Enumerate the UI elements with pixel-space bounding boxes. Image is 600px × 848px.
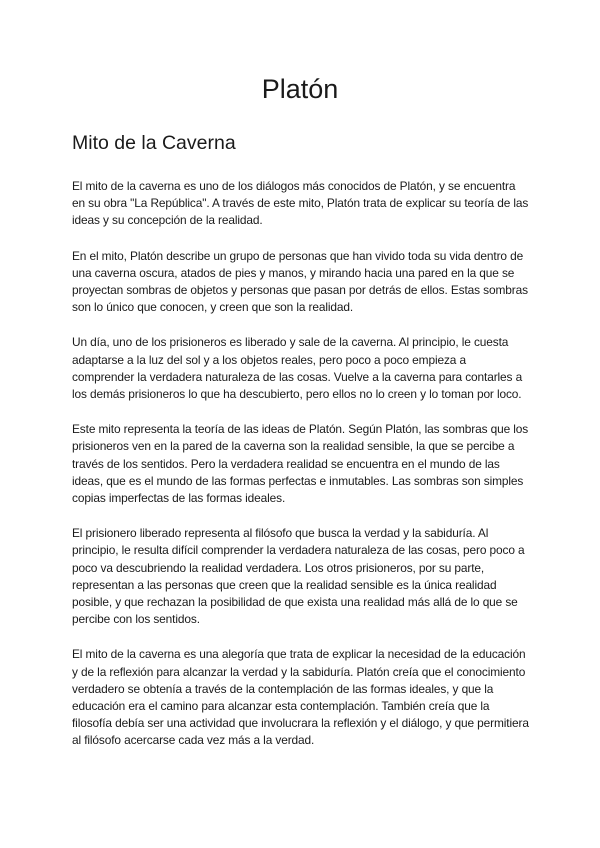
section-heading: Mito de la Caverna xyxy=(72,132,236,154)
document-title: Platón xyxy=(261,74,339,104)
paragraph-2: En el mito, Platón describe un grupo de personas que han vivido toda su vida dentro de una caverna oscura, atados de pies y manos, y mirando hacia una pared en la que se proyectan sombras de objetos y personas que pasan por detrás de ellos. Estas sombras son lo único que conocen, y creen que son la realidad. xyxy=(72,248,528,315)
paragraph-5: El prisionero liberado representa al filósofo que busca la verdad y la sabiduría. Al principio, le resulta difícil comprender la verdadera naturaleza de las cosas, pero poco a poco va descubriendo la realidad verdadera. Los otros prisioneros, por su parte, representan a las personas que creen que la realidad sensible es la única realidad posible, y que rechazan la posibilidad de que exista una realidad más allá de lo que se percibe con los sentidos. xyxy=(72,526,525,627)
paragraph-4: Este mito representa la teoría de las ideas de Platón. Según Platón, las sombras que los prisioneros ven en la pared de la caverna son la realidad sensible, la que se percibe a través de los sentidos. Pero la verdadera realidad se encuentra en el mundo de las ideas, que es el mundo de las formas perfectas e inmutables. Las sombras son simples copias imperfectas de las formas ideales. xyxy=(72,422,529,506)
paragraph-6: El mito de la caverna es una alegoría que trata de explicar la necesidad de la educación y de la reflexión para alcanzar la verdad y la sabiduría. Platón creía que el conocimiento verdadero se obtenía a través de la contemplación de las formas ideales, y que la educación era el camino para alcanzar esta contemplación. También creía que la filosofía debía ser una actividad que involucrara la reflexión y el diálogo, y que permitiera al filósofo acercarse cada vez más a la verdad. xyxy=(72,647,529,748)
paragraph-1: El mito de la caverna es uno de los diálogos más conocidos de Platón, y se encuentra en su obra "La República". A través de este mito, Platón trata de explicar su teoría de las ideas y su concepción de la realidad. xyxy=(72,179,529,228)
document-body xyxy=(72,178,530,750)
paragraph-3: Un día, uno de los prisioneros es liberado y sale de la caverna. Al principio, le cuesta adaptarse a la luz del sol y a los objetos reales, pero poco a poco empieza a comprender la verdadera naturaleza de las cosas. Vuelve a la caverna para contarles a los demás prisioneros lo que ha descubierto, pero ellos no lo creen y lo toman por loco. xyxy=(72,335,523,402)
